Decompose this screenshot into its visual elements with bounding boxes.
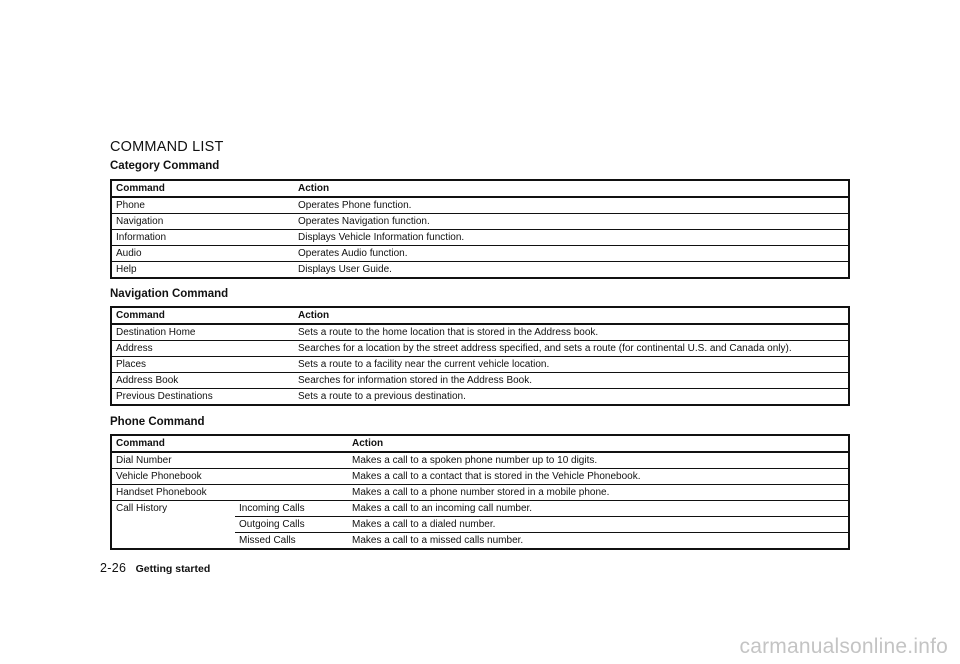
command-cell: Phone bbox=[111, 197, 294, 214]
watermark: carmanualsonline.info bbox=[739, 635, 948, 658]
column-header-command: Command bbox=[111, 307, 294, 324]
table-row bbox=[111, 389, 849, 406]
phone-command-table bbox=[110, 434, 850, 550]
table-row bbox=[111, 501, 849, 517]
command-cell: Audio bbox=[111, 246, 294, 262]
category-command-title: Category Command bbox=[110, 160, 220, 172]
command-cell: Previous Destinations bbox=[116, 391, 213, 402]
action-cell: Makes a call to a contact that is stored in the Vehicle Phonebook. bbox=[348, 469, 849, 485]
subcommand-cell: Outgoing Calls bbox=[235, 517, 348, 533]
action-cell: Sets a route to a previous destination. bbox=[298, 391, 466, 402]
table-header-row bbox=[111, 435, 849, 452]
table-row bbox=[111, 341, 849, 357]
page-footer bbox=[100, 561, 210, 575]
subcommand-cell: Missed Calls bbox=[239, 535, 296, 546]
action-cell: Searches for information stored in the Address Book. bbox=[294, 373, 849, 389]
table-row bbox=[111, 246, 849, 262]
action-cell: Makes a call to a dialed number. bbox=[348, 517, 849, 533]
command-cell: Destination Home bbox=[111, 324, 294, 341]
command-cell: Address bbox=[111, 341, 294, 357]
table-row bbox=[111, 262, 849, 279]
table-row bbox=[111, 357, 849, 373]
action-cell: Makes a call to a missed calls number. bbox=[352, 535, 524, 546]
column-header-command: Command bbox=[111, 180, 294, 197]
command-cell: Information bbox=[111, 230, 294, 246]
table-row bbox=[111, 452, 849, 469]
command-cell: Places bbox=[111, 357, 294, 373]
table-row bbox=[111, 214, 849, 230]
action-cell: Makes a call to an incoming call number. bbox=[348, 501, 849, 517]
action-cell: Makes a call to a phone number stored in a mobile phone. bbox=[348, 485, 849, 501]
table-header-row bbox=[111, 180, 849, 197]
command-cell: Dial Number bbox=[111, 452, 348, 469]
action-cell: Sets a route to the home location that is stored in the Address book. bbox=[294, 324, 849, 341]
action-cell: Operates Navigation function. bbox=[294, 214, 849, 230]
column-header-command: Command bbox=[111, 435, 348, 452]
category-command-table bbox=[110, 179, 850, 279]
page-title: COMMAND LIST bbox=[110, 139, 224, 155]
table-row bbox=[111, 485, 849, 501]
command-cell-call-history: Call History bbox=[116, 503, 168, 514]
action-cell: Displays User Guide. bbox=[298, 264, 392, 275]
phone-command-title: Phone Command bbox=[110, 416, 205, 428]
table-row bbox=[111, 469, 849, 485]
action-cell: Operates Audio function. bbox=[294, 246, 849, 262]
action-cell: Makes a call to a spoken phone number up to 10 digits. bbox=[348, 452, 849, 469]
column-header-action: Action bbox=[294, 180, 849, 197]
table-row bbox=[111, 230, 849, 246]
command-cell: Vehicle Phonebook bbox=[111, 469, 348, 485]
navigation-command-table bbox=[110, 306, 850, 406]
action-cell: Sets a route to a facility near the current vehicle location. bbox=[294, 357, 849, 373]
table-row bbox=[111, 197, 849, 214]
action-cell: Searches for a location by the street address specified, and sets a route (for continental U.S. and Canada only). bbox=[294, 341, 849, 357]
table-row bbox=[111, 373, 849, 389]
action-cell: Operates Phone function. bbox=[294, 197, 849, 214]
command-cell: Help bbox=[116, 264, 137, 275]
navigation-command-title: Navigation Command bbox=[110, 288, 229, 300]
page-number: 2-26 bbox=[100, 561, 127, 575]
action-cell: Displays Vehicle Information function. bbox=[294, 230, 849, 246]
command-cell: Navigation bbox=[111, 214, 294, 230]
command-cell: Address Book bbox=[111, 373, 294, 389]
subcommand-cell: Incoming Calls bbox=[235, 501, 348, 517]
chapter-title: Getting started bbox=[135, 563, 211, 575]
column-header-action: Action bbox=[348, 435, 849, 452]
table-header-row bbox=[111, 307, 849, 324]
table-row bbox=[111, 324, 849, 341]
command-cell: Handset Phonebook bbox=[111, 485, 348, 501]
column-header-action: Action bbox=[294, 307, 849, 324]
